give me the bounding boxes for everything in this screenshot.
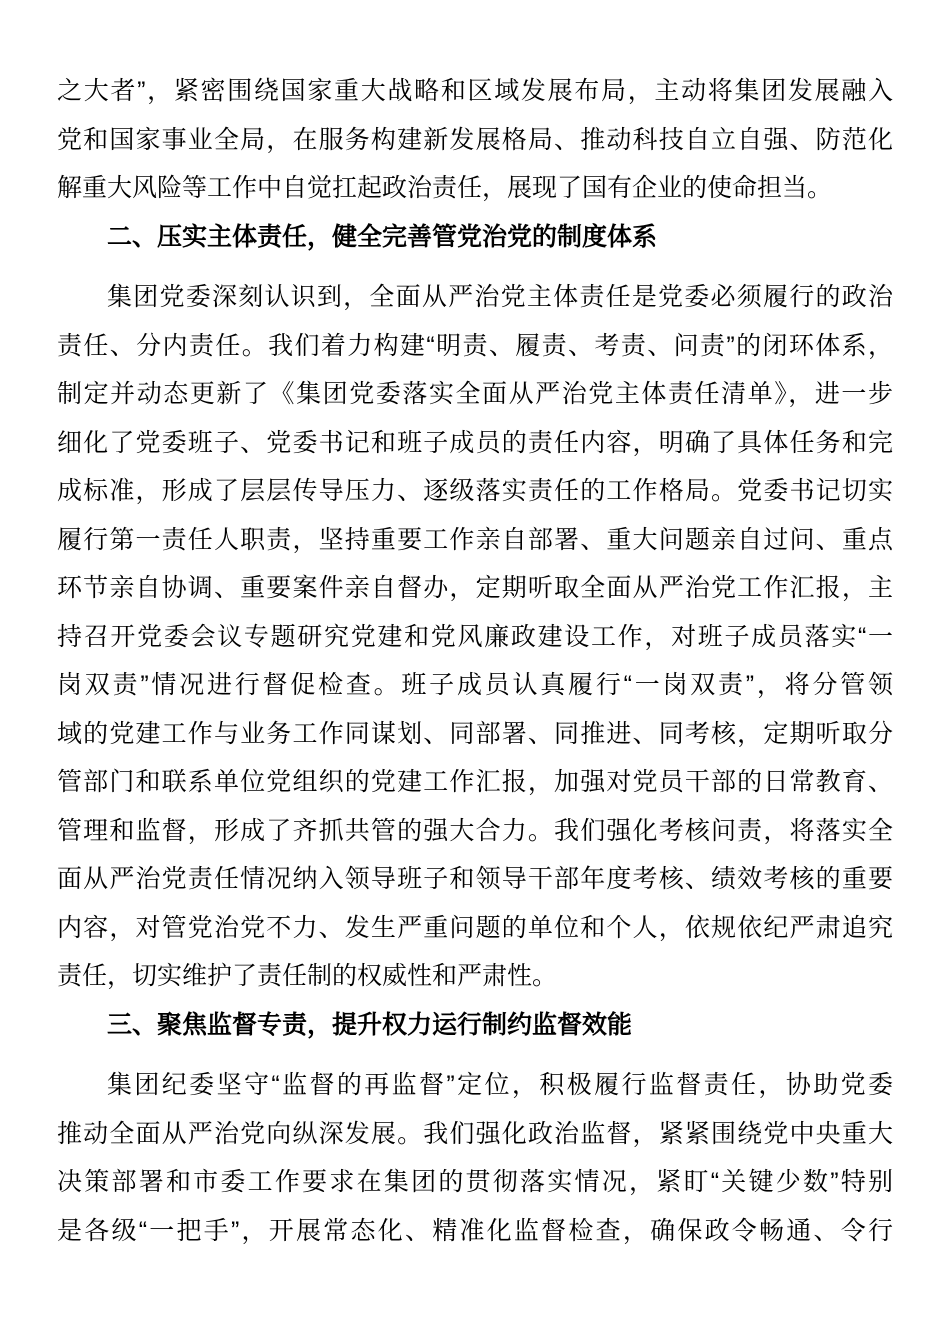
section-heading-3: 三、聚焦监督专责，提升权力运行制约监督效能 <box>107 1010 633 1039</box>
text-line: 责任、分内责任。我们着力构建“明责、履责、考责、问责”的闭环体系， <box>57 331 893 360</box>
text-line: 面从严治党责任情况纳入领导班子和领导干部年度考核、绩效考核的重要 <box>57 865 893 893</box>
text-line: 党和国家事业全局，在服务构建新发展格局、推动科技自立自强、防范化 <box>57 125 893 154</box>
text-line: 决策部署和市委工作要求在集团的贯彻落实情况，紧盯“关键少数”特别 <box>57 1168 893 1196</box>
text-line: 是各级“一把手”，开展常态化、精准化监督检查，确保政令畅通、令行 <box>57 1216 893 1245</box>
text-line: 集团纪委坚守“监督的再监督”定位，积极履行监督责任，协助党委 <box>107 1071 893 1099</box>
text-line: 成标准，形成了层层传导压力、逐级落实责任的工作格局。党委书记切实 <box>57 477 893 505</box>
text-line: 持召开党委会议专题研究党建和党风廉政建设工作，对班子成员落实“一 <box>57 622 893 651</box>
section-heading-2: 二、压实主体责任，健全完善管党治党的制度体系 <box>107 222 658 251</box>
text-line: 管理和监督，形成了齐抓共管的强大合力。我们强化考核问责，将落实全 <box>57 816 893 845</box>
paragraph-main-responsibility <box>57 273 893 1001</box>
text-line: 制定并动态更新了《集团党委落实全面从严治党主体责任清单》，进一步 <box>57 380 893 408</box>
text-line: 域的党建工作与业务工作同谋划、同部署、同推进、同考核，定期听取分 <box>57 719 893 748</box>
text-line: 管部门和联系单位党组织的党建工作汇报，加强对党员干部的日常教育、 <box>57 768 893 796</box>
text-line: 集团党委深刻认识到，全面从严治党主体责任是党委必须履行的政治 <box>107 283 893 311</box>
text-line: 岗双责”情况进行督促检查。班子成员认真履行“一岗双责”，将分管领 <box>57 671 893 699</box>
paragraph-continuation <box>57 67 893 213</box>
text-line: 细化了党委班子、党委书记和班子成员的责任内容，明确了具体任务和完 <box>57 428 893 457</box>
text-line: 内容，对管党治党不力、发生严重问题的单位和个人，依规依纪严肃追究 <box>57 913 893 942</box>
text-line: 之大者”，紧密围绕国家重大战略和区域发展布局，主动将集团发展融入 <box>57 77 893 105</box>
text-line: 解重大风险等工作中自觉扛起政治责任，展现了国有企业的使命担当。 <box>57 174 833 202</box>
text-line: 责任，切实维护了责任制的权威性和严肃性。 <box>57 962 558 990</box>
text-line: 推动全面从严治党向纵深发展。我们强化政治监督，紧紧围绕党中央重大 <box>57 1119 893 1148</box>
text-line: 履行第一责任人职责，坚持重要工作亲自部署、重大问题亲自过问、重点 <box>57 525 893 554</box>
paragraph-supervision <box>57 1061 893 1255</box>
text-line: 环节亲自协调、重要案件亲自督办，定期听取全面从严治党工作汇报，主 <box>57 574 893 602</box>
